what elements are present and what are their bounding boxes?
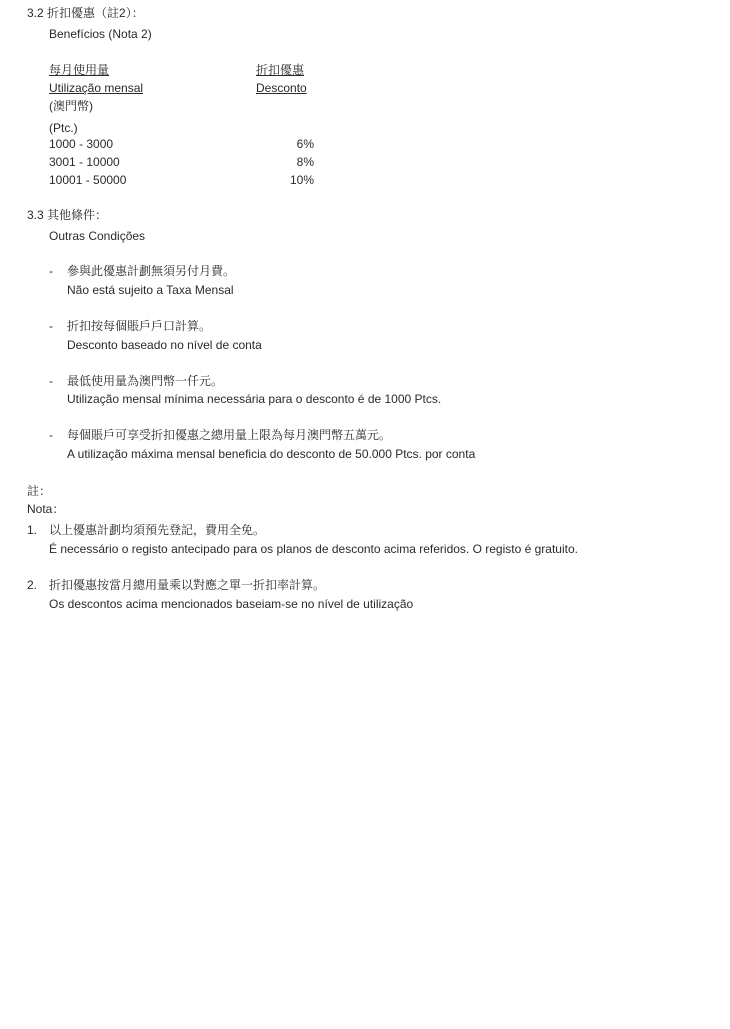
bullet: - xyxy=(49,428,53,442)
bullet: - xyxy=(49,374,53,388)
section-3-3-heading-zh: 3.3 其他條件： xyxy=(27,208,108,222)
list-item-zh: 折扣按每個賬戶戶口計算。 xyxy=(67,319,212,333)
col1-unit-pt: (Ptc.) xyxy=(49,121,78,135)
section-3-3-heading-pt: Outras Condições xyxy=(49,229,146,243)
col1-unit-zh: (澳門幣) xyxy=(49,99,93,113)
list-item-pt: Não está sujeito a Taxa Mensal xyxy=(67,283,234,297)
list-item-pt: A utilização máxima mensal beneficia do desconto de 50.000 Ptcs. por conta xyxy=(67,447,476,461)
list-item-pt: Utilização mensal mínima necessária para o desconto é de 1000 Ptcs. xyxy=(67,392,442,406)
note-zh: 折扣優惠按當月總用量乘以對應之單一折扣率計算。 xyxy=(49,578,326,592)
section-3-2-heading-pt: Benefícios (Nota 2) xyxy=(49,27,152,41)
note-pt: Os descontos acima mencionados baseiam-se no nível de utilização xyxy=(49,597,414,611)
row-discount: 6% xyxy=(296,137,314,151)
row-range: 1000 - 3000 xyxy=(49,137,114,151)
row-discount: 8% xyxy=(296,155,314,169)
row-range: 3001 - 10000 xyxy=(49,155,120,169)
bullet: - xyxy=(49,264,53,278)
list-item-pt: Desconto baseado no nível de conta xyxy=(67,338,262,352)
notes-heading-zh: 註： xyxy=(27,484,52,498)
col2-header-zh: 折扣優惠 xyxy=(256,63,305,77)
note-pt: É necessário o registo antecipado para os planos de desconto acima referidos. O registo é gratuito. xyxy=(49,542,578,556)
note-zh: 以上優惠計劃均須預先登記，費用全免。 xyxy=(49,523,266,537)
col1-header-zh: 每月使用量 xyxy=(49,63,110,77)
notes-heading-pt: Nota： xyxy=(27,502,65,516)
row-discount: 10% xyxy=(289,173,314,187)
list-item-zh: 最低使用量為澳門幣一仟元。 xyxy=(67,374,224,388)
bullet: - xyxy=(49,319,53,333)
col1-header-pt: Utilização mensal xyxy=(49,81,144,95)
list-item-zh: 參與此優惠計劃無須另付月費。 xyxy=(67,264,236,278)
note-number: 1. xyxy=(27,523,38,537)
row-range: 10001 - 50000 xyxy=(49,173,127,187)
section-3-2-heading-zh: 3.2 折扣優惠（註2）： xyxy=(27,6,144,20)
list-item-zh: 每個賬戶可享受折扣優惠之總用量上限為每月澳門幣五萬元。 xyxy=(67,428,392,442)
col2-header-pt: Desconto xyxy=(256,81,307,95)
note-number: 2. xyxy=(27,578,38,592)
